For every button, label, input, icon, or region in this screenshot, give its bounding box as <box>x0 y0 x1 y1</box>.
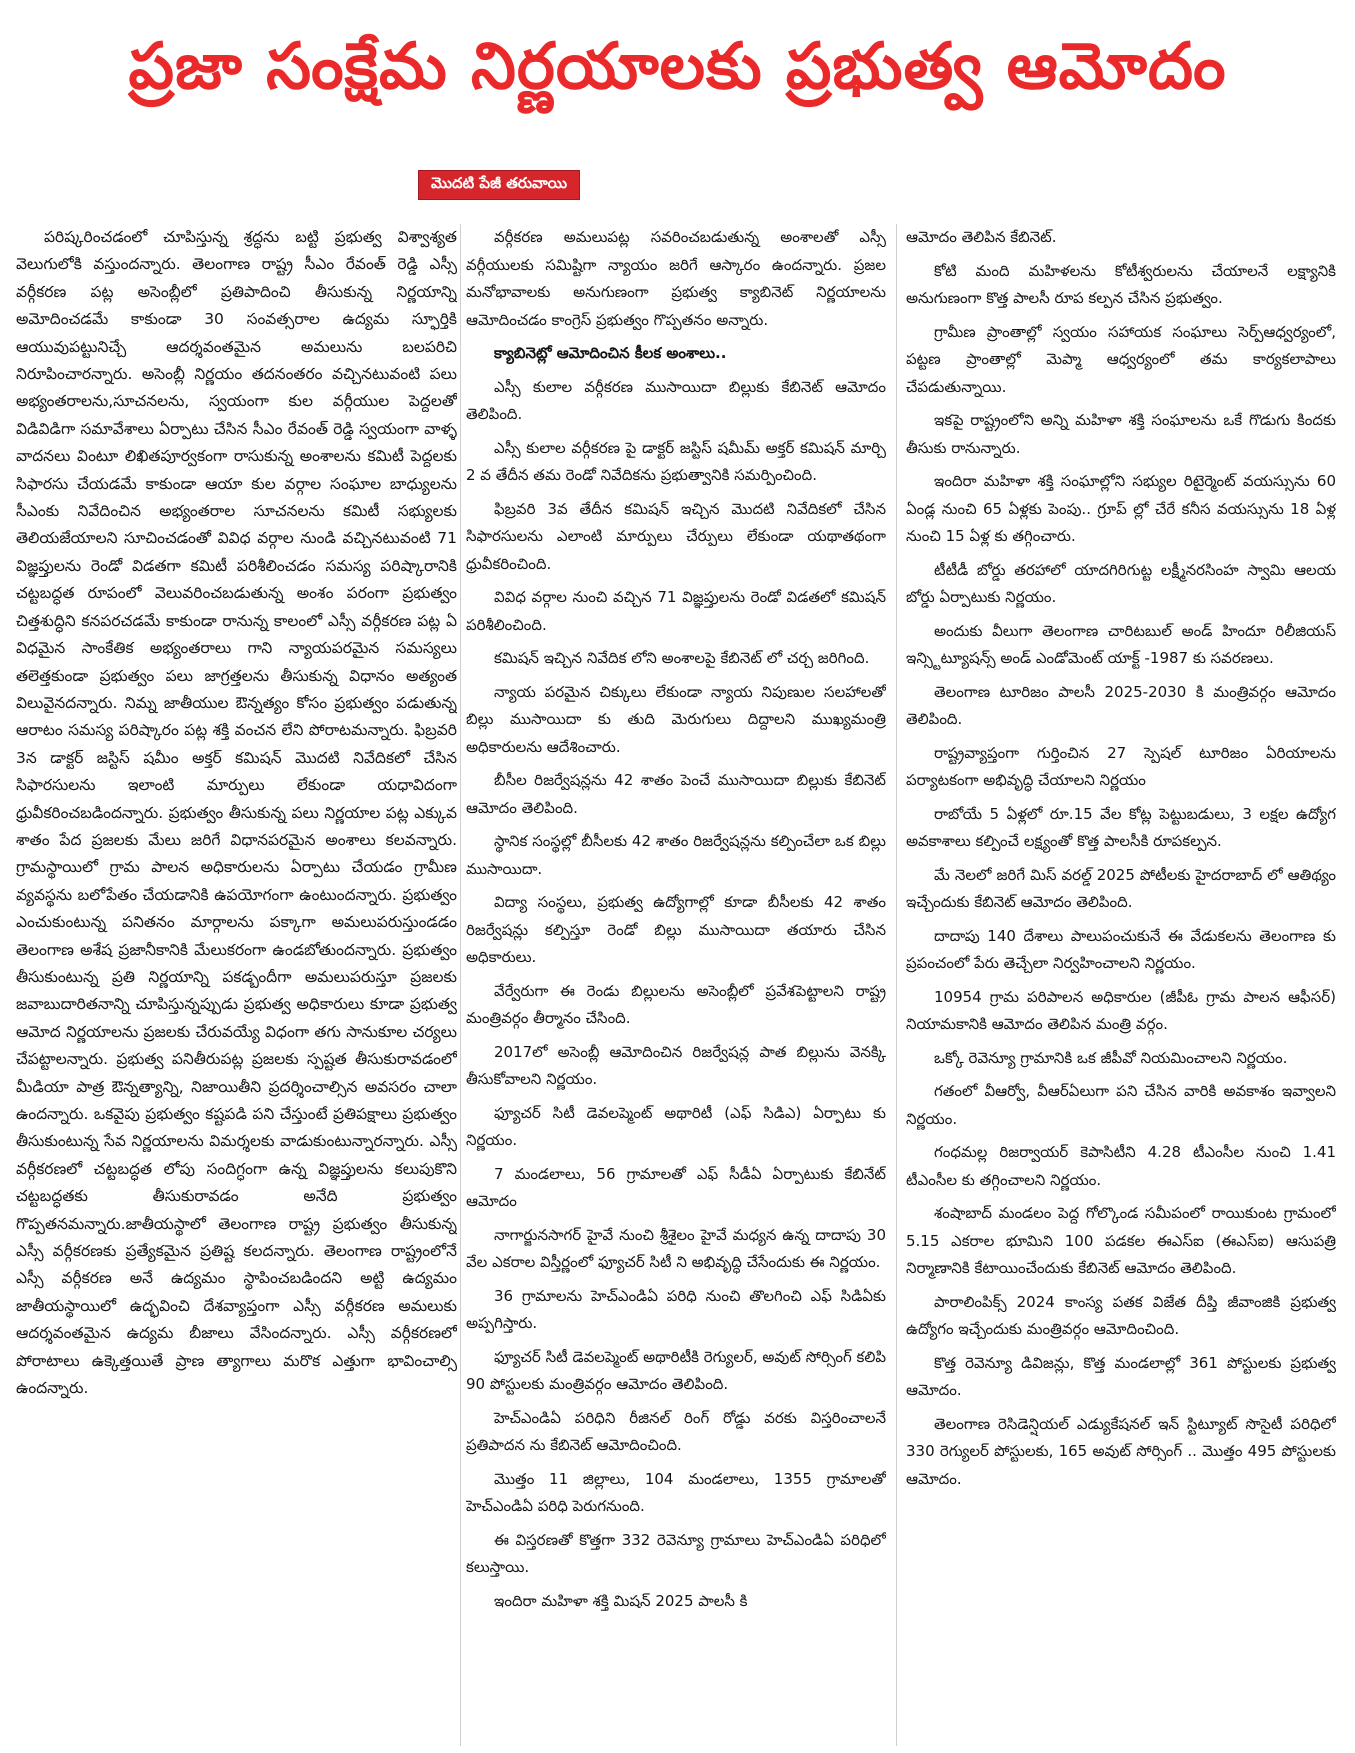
paragraph: గంధమల్ల రిజర్వాయర్ కెపాసిటీని 4.28 టీఎంసీల నుంచి 1.41 టీఎంసీల కు తగ్గించాలని నిర్ణయం. <box>906 1143 1336 1189</box>
paragraph: ఇందిరా మహిళా శక్తి మిషన్ 2025 పాలసీ కి <box>494 1591 748 1610</box>
column-divider <box>460 224 461 1746</box>
continued-from-front-page-tag: మొదటి పేజీ తరువాయి <box>418 170 580 200</box>
paragraph: ఫిబ్రవరి 3వ తేదీన కమిషన్ ఇచ్చిన మొదటి నివేదికలో చేసిన సిఫారసులను ఎలాంటి మార్పులు చేర్పులు లేకుండా యథాతథంగా ధ్రువీకరించింది. <box>466 499 886 573</box>
paragraph: రాబోయే 5 ఏళ్లలో రూ.15 వేల కోట్ల పెట్టుబడులు, 3 లక్షల ఉద్యోగ అవకాశాలు కల్పించే లక్ష్యంతో కొత్త పాలసీకి రూపకల్పన. <box>906 804 1336 850</box>
paragraph: పారాలింపిక్స్ 2024 కాంస్య పతక విజేత దీప్తి జీవాంజికి ప్రభుత్వ ఉద్యోగం ఇచ్చేందుకు మంత్రివర్గం ఆమోదించింది. <box>906 1292 1336 1338</box>
paragraph: ఇందిరా మహిళా శక్తి సంఘాల్లోని సభ్యుల రిటైర్మెంట్ వయస్సును 60 ఏండ్ల నుంచి 65 ఏళ్లకు పెంపు.. గ్రూప్ ల్లో చేరే కనీస వయస్సును 18 ఏళ్ల నుంచి 15 ఏళ్ల కు తగ్గించారు. <box>906 472 1336 545</box>
paragraph: 7 మండలాలు, 56 గ్రామాలతో ఎఫ్ సీడీఏ ఏర్పాటుకు కేబినేట్ ఆమోదం <box>466 1164 886 1210</box>
paragraph: మొత్తం 11 జిల్లాలు, 104 మండలాలు, 1355 గ్రామాలతో హెచ్ఎండిఏ పరిధి పెరుగనుంది. <box>466 1469 886 1515</box>
column-3 <box>906 224 1336 1746</box>
paragraph: 2017లో అసెంబ్లీ ఆమోదించిన రిజర్వేషన్ల పాత బిల్లును వెనక్కి తీసుకోవాలని నిర్ణయం. <box>466 1042 886 1088</box>
paragraph: 10954 గ్రామ పరిపాలన అధికారుల (జీపీఓ గ్రామ పాలన ఆఫీసర్) నియామకానికి ఆమోదం తెలిపిన మంత్రి వర్గం. <box>906 987 1336 1033</box>
subheading: క్యాబినెట్లో ఆమోదించిన కీలక అంశాలు.. <box>494 344 727 362</box>
paragraph: బీసీల రిజర్వేషన్లను 42 శాతం పెంచే ముసాయిదా బిల్లుకు కేబినెట్ ఆమోదం తెలిపింది. <box>466 771 886 817</box>
paragraph: అందుకు వీలుగా తెలంగాణ చారిటబుల్ అండ్ హిందూ రిలీజియస్ ఇన్స్టిట్యూషన్స్ అండ్ ఎండోమెంట్ యాక్ట్ -1987 కు సవరణలు. <box>906 621 1336 667</box>
headline-banner <box>0 14 1355 134</box>
paragraph: తెలంగాణ రెసిడెన్షియల్ ఎడ్యుకేషనల్ ఇన్ స్టిట్యూట్ సొసైటీ పరిధిలో 330 రెగ్యులర్ పోస్టులకు, 165 అవుట్ సోర్సింగ్ .. మొత్తం 495 పోస్టులకు ఆమోదం. <box>906 1414 1336 1488</box>
paragraph: గ్రామీణ ప్రాంతాల్లో స్వయం సహాయక సంఘాలు సెర్ప్ఆధ్వర్యంలో, పట్టణ ప్రాంతాల్లో మెప్మా ఆధ్వర్యంలో తమ కార్యకలాపాలు చేపడుతున్నాయి. <box>906 322 1336 396</box>
paragraph: వర్గీకరణ అమలుపట్ల సవరించబడుతున్న అంశాలతో ఎస్సీ వర్గీయులకు సమిష్టిగా న్యాయం జరిగే ఆస్కారం ఉందన్నారు. ప్రజల మనోభావాలకు అనుగుణంగా ప్రభుత్వ క్యాబినెట్ నిర్ణయాలను ఆమోదించడం కాంగ్రెస్ ప్రభుత్వం గొప్పతనం అన్నారు. <box>466 228 886 329</box>
paragraph: 36 గ్రామాలను హెచ్ఎండిఏ పరిధి నుంచి తొలగించి ఎఫ్ సిడిఏకు అప్పగిస్తారు. <box>466 1286 886 1332</box>
paragraph: ఒక్కో రెవెన్యూ గ్రామానికి ఒక జీపీవో నియమించాలని నిర్ణయం. <box>934 1048 1288 1067</box>
paragraph: ఫ్యూచర్ సిటీ డెవలప్మెంట్ అథారిటీ (ఎఫ్ సిడిఎ) ఏర్పాటు కు నిర్ణయం. <box>466 1103 886 1149</box>
paragraph: ఈ విస్తరణతో కొత్తగా 332 రెవెన్యూ గ్రామాలు హెచ్ఎండిఏ పరిధిలో కలుస్తాయి. <box>466 1530 886 1576</box>
paragraph: శంషాబాద్ మండలం పెద్ద గోల్కొండ సమీపంలో రాయికుంట గ్రామంలో 5.15 ఎకరాల భూమిని 100 పడకల ఈఎస్ఐ (ఈఎస్ఐ) ఆసుపత్రి నిర్మాణానికి కేటాయించేందుకు కేబినెట్ ఆమోదం తెలిపింది. <box>906 1204 1336 1277</box>
paragraph: ఆమోదం తెలిపిన కేబినెట్. <box>906 228 1057 246</box>
paragraph: టీటీడీ బోర్డు తరహాలో యాదగిరిగుట్ట లక్ష్మీనరసింహ స్వామి ఆలయ బోర్డు ఏర్పాటుకు నిర్ణయం. <box>906 560 1336 606</box>
paragraph: గతంలో వీఆర్వో, వీఆర్ఏలుగా పని చేసిన వారికి అవకాశం ఇవ్వాలని నిర్ణయం. <box>906 1082 1336 1128</box>
paragraph: కోటి మంది మహిళలను కోటీశ్వరులను చేయాలనే లక్ష్యానికి అనుగుణంగా కొత్త పాలసీ రూప కల్పన చేసిన ప్రభుత్వం. <box>906 261 1336 307</box>
paragraph: వివిధ వర్గాల నుంచి వచ్చిన 71 విజ్ఞప్తులను రెండో విడతలో కమిషన్ పరిశీలించింది. <box>466 588 886 634</box>
paragraph: రాష్ట్రవ్యాప్తంగా గుర్తించిన 27 స్పెషల్ టూరిజం ఏరియాలను పర్యాటకంగా అభివృద్ధి చేయాలని నిర్ణయం <box>906 743 1336 789</box>
column-2 <box>466 224 886 1746</box>
paragraph: స్థానిక సంస్థల్లో బీసీలకు 42 శాతం రిజర్వేషన్లను కల్పించేలా ఒక బిల్లు ముసాయిదా. <box>466 832 886 878</box>
paragraph: ఫ్యూచర్ సిటీ డెవలప్మెంట్ అథారిటీకి రెగ్యులర్, అవుట్ సోర్సింగ్ కలిపి 90 పోస్టులకు మంత్రివర్గం ఆమోదం తెలిపింది. <box>466 1347 886 1393</box>
paragraph: ఎస్సీ కులాల వర్గీకరణ ముసాయిదా బిల్లుకు కేబినెట్ ఆమోదం తెలిపింది. <box>466 377 886 423</box>
paragraph: మే నెలలో జరిగే మిస్ వరల్డ్ 2025 పోటీలకు హైదరాబాద్ లో ఆతిథ్యం ఇచ్చేందుకు కేబినెట్ ఆమోదం తెలిపింది. <box>906 865 1336 911</box>
column-divider <box>896 224 897 1746</box>
paragraph: కమిషన్ ఇచ్చిన నివేదిక లోని అంశాలపై కేబినెట్ లో చర్చ జరిగింది. <box>494 649 870 667</box>
paragraph: ఇకపై రాష్ట్రంలోని అన్ని మహిళా శక్తి సంఘాలను ఒకే గొడుగు కిందకు తీసుకు రానున్నారు. <box>906 411 1336 457</box>
paragraph: తెలంగాణ టూరిజం పాలసీ 2025-2030 కి మంత్రివర్గం ఆమోదం తెలిపింది. <box>906 682 1336 728</box>
paragraph: కొత్త రెవెన్యూ డివిజన్లు, కొత్త మండలాల్లో 361 పోస్టులకు ప్రభుత్వ ఆమోదం. <box>906 1353 1336 1399</box>
paragraph: ఎస్సీ కులాల వర్గీకరణ పై డాక్టర్ జస్టిస్ షమీమ్ అక్తర్ కమిషన్ మార్చి 2 వ తేదీన తమ రెండో నివేదికను ప్రభుత్వానికి సమర్పించింది. <box>466 438 886 484</box>
paragraph: దాదాపు 140 దేశాలు పాలుపంచుకునే ఈ వేడుకలను తెలంగాణ కు ప్రపంచంలో పేరు తెచ్చేలా నిర్వహించాలని నిర్ణయం. <box>906 926 1336 972</box>
paragraph: పరిష్కరించడంలో చూపిస్తున్న శ్రద్ధను బట్టి ప్రభుత్వ విశ్వాశ్యత వెలుగులోకి వస్తుందన్నారు. తెలంగాణ రాష్ట్ర సీఎం రేవంత్ రెడ్డి ఎస్సీ వర్గీకరణ పట్ల అసెంబ్లీలో ప్రతిపాదించి తీసుకున్న నిర్ణయాన్ని అమోదించడమే కాకుండా 30 సంవత్సరాల ఉద్యమ స్ఫూర్తికి ఆయువుపట్టునిచ్చే ఆదర్శవంతమైన అమలును బలపరిచి నిరూపించారన్నారు. అసెంబ్లీ నిర్ణయం తదనంతరం వచ్చినటువంటి పలు అభ్యంతరాలను,సూచనలను, స్వయంగా కుల వర్గీయుల పెద్దలతో విడివిడిగా సమావేశాలు ఏర్పాటు చేసిన సీఎం రేవంత్ రెడ్డి స్వయంగా వాళ్ళ వాదనలు వింటూ లిఖితపూర్వకంగా రాసుకున్న అంశాలను కమిటీ పెద్దలకు సిఫారసు చేయడమే కాకుండా ఆయా కుల వర్గాల సంఘాల బాధ్యులను సీఎంకు నివేదించిన అభ్యంతరాల సూచనలను కమిటీ సభ్యులకు తెలియజేయాలని సూచించడంతో వివిధ వర్గాల నుండి వచ్చినటువంటి 71 విజ్ఞప్తులను రెండో విడతగా కమిటీ పరిశీలించడం సమస్య పరిష్కారానికి చట్టబద్ధత రూపంలో వెలువరించబడుతున్న అంశం పరంగా ప్రభుత్వం చిత్తశుద్ధిని కనపరచడమే కాకుండా రానున్న కాలంలో ఎస్సీ వర్గీకరణ పట్ల ఏ విధమైన సాంకేతిక అభ్యంతరాలు గాని న్యాయపరమైన సమస్యలు తలెత్తకుండా ప్రభుత్వం పలు జాగ్రత్తలను తీసుకున్న విధానం అత్యంత విలువైనదన్నారు. నిమ్న జాతీయుల ఔన్నత్యం కోసం ప్రభుత్వం పడుతున్న ఆరాటం సమస్య పరిష్కారం పట్ల శక్తి వంచన లేని పోరాటమన్నారు. ఫిబ్రవరి 3న డాక్టర్ జస్టిస్ షమీం అక్తర్ కమిషన్ మొదటి నివేదికలో చేసిన సిఫారసులను ఇలాంటి మార్పులు లేకుండా యధావిదంగా ధ్రువీకరించబడిందన్నారు. ప్రభుత్వం తీసుకున్న పలు నిర్ణయాల పట్ల ఎక్కువ శాతం పేద ప్రజలకు మేలు జరిగే విధానపరమైన అంశాలు కలవన్నారు. గ్రామస్థాయిలో గ్రామ పాలన అధికారులను ఏర్పాటు చేయడం గ్రామీణ వ్యవస్థను బలోపేతం చేయడానికి ఉపయోగంగా ఉంటుందన్నారు. ప్రభుత్వం ఎంచుకుంటున్న పనితనం మార్గాలను పక్కాగా అమలుపరుస్తుండడం తెలంగాణ అశేష ప్రజానీకానికి మేలుకరంగా ఉండబోతుందన్నారు. ప్రభుత్వం తీసుకుంటున్న ప్రతి నిర్ణయాన్ని పకడ్బందీగా అమలుపరుస్తూ ప్రజలకు జవాబుదారితనాన్ని చూపిస్తున్నప్పుడు ప్రభుత్వ అధికారులు కూడా ప్రభుత్వ ఆమోద నిర్ణయాలను ప్రజలకు చేరువయ్యే విధంగా తగు సానుకూల చర్యలు చేపట్టాలన్నారు. ప్రభుత్వ పనితీరుపట్ల ప్రజలకు స్పష్టత తీసుకురావడంలో మీడియా పాత్ర ఔన్నత్యాన్ని, నిజాయితీని ప్రదర్శించాల్సిన అవసరం చాలా ఉందన్నారు. ఒకవైపు ప్రభుత్వం కష్టపడి పని చేస్తుంటే ప్రతిపక్షాలు ప్రభుత్వం తీసుకుంటున్న సేవ నిర్ణయాలను విమర్శలకు వాడుకుంటున్నారన్నారు. ఎస్సీ వర్గీకరణలో చట్టబద్ధత లోపు సందిగ్ధంగా ఉన్న విజ్ఞప్తులను కలుపుకొని చట్టబద్ధతకు తీసుకురావడం అనేది ప్రభుత్వం గొప్పతనమన్నారు.జాతీయస్థాలో తెలంగాణ రాష్ట్ర ప్రభుత్వం తీసుకున్న ఎస్సీ వర్గీకరణకు ప్రత్యేకమైన ప్రతిష్ట కలదన్నారు. తెలంగాణ రాష్ట్రంలోనే ఎస్సీ వర్గీకరణ అనే ఉద్యమం స్థాపించబడిందని అట్టి ఉద్యమం జాతీయస్థాయిలో ఉద్భవించి దేశవ్యాప్తంగా ఎస్సీ వర్గీకరణ అమలుకు ఆదర్శవంతమైన ఉద్యమ బీజాలు వేసిందన్నారు. ఎస్సీ వర్గీకరణలో పోరాటాలు ఉక్కెత్తయితే ప్రాణ త్యాగాలు మరొక ఎత్తుగా భావించాల్సి ఉందన్నారు. <box>16 228 457 1398</box>
article-body <box>16 224 1340 1746</box>
paragraph: హెచ్ఎండిఏ పరిధిని రీజినల్ రింగ్ రోడ్డు వరకు విస్తరించాలనే ప్రతిపాదన ను కేబినెట్ ఆమోదించింది. <box>466 1408 886 1454</box>
paragraph: నాగార్జునసాగర్ హైవే నుంచి శ్రీశైలం హైవే మధ్యన ఉన్న దాదాపు 30 వేల ఎకరాల విస్తీర్ణంలో ఫ్యూచర్ సిటీ ని అభివృద్ధి చేసేందుకు ఈ నిర్ణయం. <box>466 1225 886 1271</box>
paragraph: విద్యా సంస్థలు, ప్రభుత్వ ఉద్యోగాల్లో కూడా బీసీలకు 42 శాతం రిజర్వేషన్లు కల్పిస్తూ రెండో బిల్లు ముసాయిదా తయారు చేసిన అధికారులు. <box>466 893 886 966</box>
paragraph: వేర్వేరుగా ఈ రెండు బిల్లులను అసెంబ్లీలో ప్రవేశపెట్టాలని రాష్ట్ర మంత్రివర్గం తీర్మానం చేసింది. <box>466 981 886 1027</box>
headline: ప్రజా సంక్షేమ నిర్ణయాలకు ప్రభుత్వ ఆమోదం <box>128 29 1227 104</box>
column-1 <box>16 224 457 1746</box>
paragraph: న్యాయ పరమైన చిక్కులు లేకుండా న్యాయ నిపుణుల సలహాలతో బిల్లు ముసాయిదా కు తుది మెరుగులు దిద్దాలని ముఖ్యమంత్రి అధికారులను ఆదేశించారు. <box>466 682 886 756</box>
